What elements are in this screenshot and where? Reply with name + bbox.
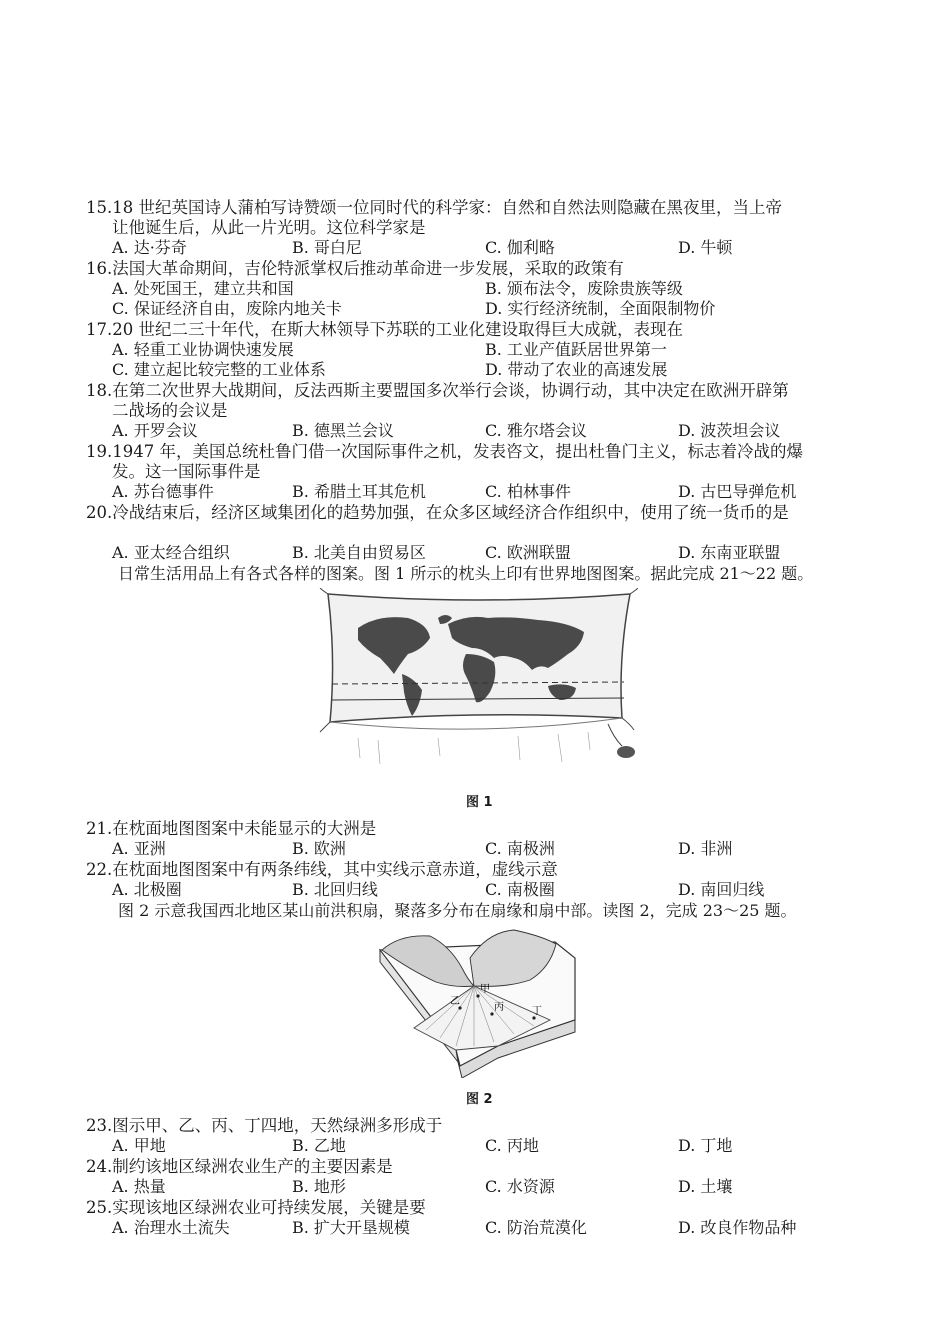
q15-option-c[interactable]: C. 伽利略 (485, 238, 555, 257)
q24-option-c[interactable]: C. 水资源 (485, 1177, 555, 1196)
q17-options-row1 (112, 340, 902, 360)
q19-options (112, 482, 902, 502)
q15-option-b[interactable]: B. 哥白尼 (292, 238, 362, 257)
fig2-label-ding: 丁 (532, 1006, 542, 1017)
figure-1-caption: 图 1 (466, 795, 493, 810)
q25-option-d[interactable]: D. 改良作物品种 (678, 1218, 797, 1237)
fig2-label-jia: 甲 (480, 984, 490, 995)
q19-option-a[interactable]: A. 苏台德事件 (112, 482, 214, 501)
q22-option-b[interactable]: B. 北回归线 (292, 880, 378, 899)
q16-options-row2 (112, 299, 902, 319)
q21-options (112, 839, 902, 859)
q20-option-b[interactable]: B. 北美自由贸易区 (292, 543, 426, 562)
q17-option-d[interactable]: D. 带动了农业的高速发展 (485, 360, 668, 379)
q20-stem: 20.冷战结束后，经济区域集团化的趋势加强，在众多区域经济合作组织中，使用了统一货币的是 (86, 503, 789, 522)
q19-stem: 19.1947 年，美国总统杜鲁门借一次国际事件之机，发表咨文，提出杜鲁门主义，标志着冷战的爆 (86, 442, 803, 461)
q18-option-b[interactable]: B. 德黑兰会议 (292, 421, 394, 440)
q23-option-d[interactable]: D. 丁地 (678, 1136, 733, 1155)
q15-stem-cont: 让他诞生后，从此一片光明。这位科学家是 (112, 218, 426, 237)
q16-stem: 16.法国大革命期间，吉伦特派掌权后推动革命进一步发展，采取的政策有 (86, 259, 624, 278)
q17-stem: 17.20 世纪二三十年代，在斯大林领导下苏联的工业化建设取得巨大成就，表现在 (86, 320, 683, 339)
intro-23-25: 图 2 示意我国西北地区某山前洪积扇，聚落多分布在扇缘和扇中部。读图 2，完成 23～25 题。 (118, 901, 797, 920)
q21-option-d[interactable]: D. 非洲 (678, 839, 733, 858)
q24-options (112, 1177, 902, 1197)
q19-option-b[interactable]: B. 希腊土耳其危机 (292, 482, 426, 501)
q23-stem: 23.图示甲、乙、丙、丁四地，天然绿洲多形成于 (86, 1116, 443, 1135)
q15-option-a[interactable]: A. 达·芬奇 (112, 238, 187, 257)
q15-options (112, 238, 902, 258)
q18-stem-cont: 二战场的会议是 (112, 401, 228, 420)
q15-stem: 15.18 世纪英国诗人蒲柏写诗赞颂一位同时代的科学家：自然和自然法则隐藏在黑夜里，当上帝 (86, 198, 782, 217)
q25-option-c[interactable]: C. 防治荒漠化 (485, 1218, 587, 1237)
q24-option-b[interactable]: B. 地形 (292, 1177, 346, 1196)
q21-option-c[interactable]: C. 南极洲 (485, 839, 555, 858)
q21-option-a[interactable]: A. 亚洲 (112, 839, 166, 858)
q18-option-a[interactable]: A. 开罗会议 (112, 421, 198, 440)
q17-option-a[interactable]: A. 轻重工业协调快速发展 (112, 340, 294, 359)
q20-options (112, 543, 902, 563)
q25-option-b[interactable]: B. 扩大开垦规模 (292, 1218, 410, 1237)
q24-option-a[interactable]: A. 热量 (112, 1177, 166, 1196)
q18-option-c[interactable]: C. 雅尔塔会议 (485, 421, 587, 440)
figure-2-caption: 图 2 (466, 1092, 493, 1107)
q20-option-a[interactable]: A. 亚太经合组织 (112, 543, 230, 562)
q20-option-d[interactable]: D. 东南亚联盟 (678, 543, 781, 562)
intro-21-22: 日常生活用品上有各式各样的图案。图 1 所示的枕头上印有世界地图图案。据此完成 21～22 题。 (118, 564, 814, 583)
q22-options (112, 880, 902, 900)
q22-option-c[interactable]: C. 南极圈 (485, 880, 555, 899)
q22-option-d[interactable]: D. 南回归线 (678, 880, 765, 899)
fig2-label-bing: 丙 (494, 1002, 504, 1013)
q23-option-a[interactable]: A. 甲地 (112, 1136, 166, 1155)
q16-option-d[interactable]: D. 实行经济统制，全面限制物价 (485, 299, 716, 318)
fig2-label-yi: 乙 (450, 996, 460, 1007)
q16-option-a[interactable]: A. 处死国王，建立共和国 (112, 279, 294, 298)
figure-2-alluvial-fan (370, 928, 590, 1078)
q16-option-c[interactable]: C. 保证经济自由，废除内地关卡 (112, 299, 342, 318)
q18-options (112, 421, 902, 441)
q25-options (112, 1218, 902, 1238)
q17-option-b[interactable]: B. 工业产值跃居世界第一 (485, 340, 667, 359)
q19-option-d[interactable]: D. 古巴导弹危机 (678, 482, 797, 501)
q19-stem-cont: 发。这一国际事件是 (112, 462, 261, 481)
q17-option-c[interactable]: C. 建立起比较完整的工业体系 (112, 360, 326, 379)
q20-option-c[interactable]: C. 欧洲联盟 (485, 543, 571, 562)
q19-option-c[interactable]: C. 柏林事件 (485, 482, 571, 501)
q21-option-b[interactable]: B. 欧洲 (292, 839, 346, 858)
q23-option-b[interactable]: B. 乙地 (292, 1136, 346, 1155)
q16-option-b[interactable]: B. 颁布法令，废除贵族等级 (485, 279, 683, 298)
q17-options-row2 (112, 360, 902, 380)
q21-stem: 21.在枕面地图图案中未能显示的大洲是 (86, 819, 377, 838)
q18-stem: 18.在第二次世界大战期间，反法西斯主要盟国多次举行会谈，协调行动，其中决定在欧洲开辟第 (86, 381, 789, 400)
q24-option-d[interactable]: D. 土壤 (678, 1177, 733, 1196)
q23-option-c[interactable]: C. 丙地 (485, 1136, 539, 1155)
q25-option-a[interactable]: A. 治理水土流失 (112, 1218, 230, 1237)
q23-options (112, 1136, 902, 1156)
q22-option-a[interactable]: A. 北极圈 (112, 880, 182, 899)
q18-option-d[interactable]: D. 波茨坦会议 (678, 421, 781, 440)
q16-options-row1 (112, 279, 902, 299)
q15-option-d[interactable]: D. 牛顿 (678, 238, 733, 257)
q24-stem: 24.制约该地区绿洲农业生产的主要因素是 (86, 1157, 393, 1176)
figure-1-pillow-map (318, 588, 638, 788)
q22-stem: 22.在枕面地图图案中有两条纬线，其中实线示意赤道，虚线示意 (86, 860, 558, 879)
q25-stem: 25.实现该地区绿洲农业可持续发展，关键是要 (86, 1198, 426, 1217)
